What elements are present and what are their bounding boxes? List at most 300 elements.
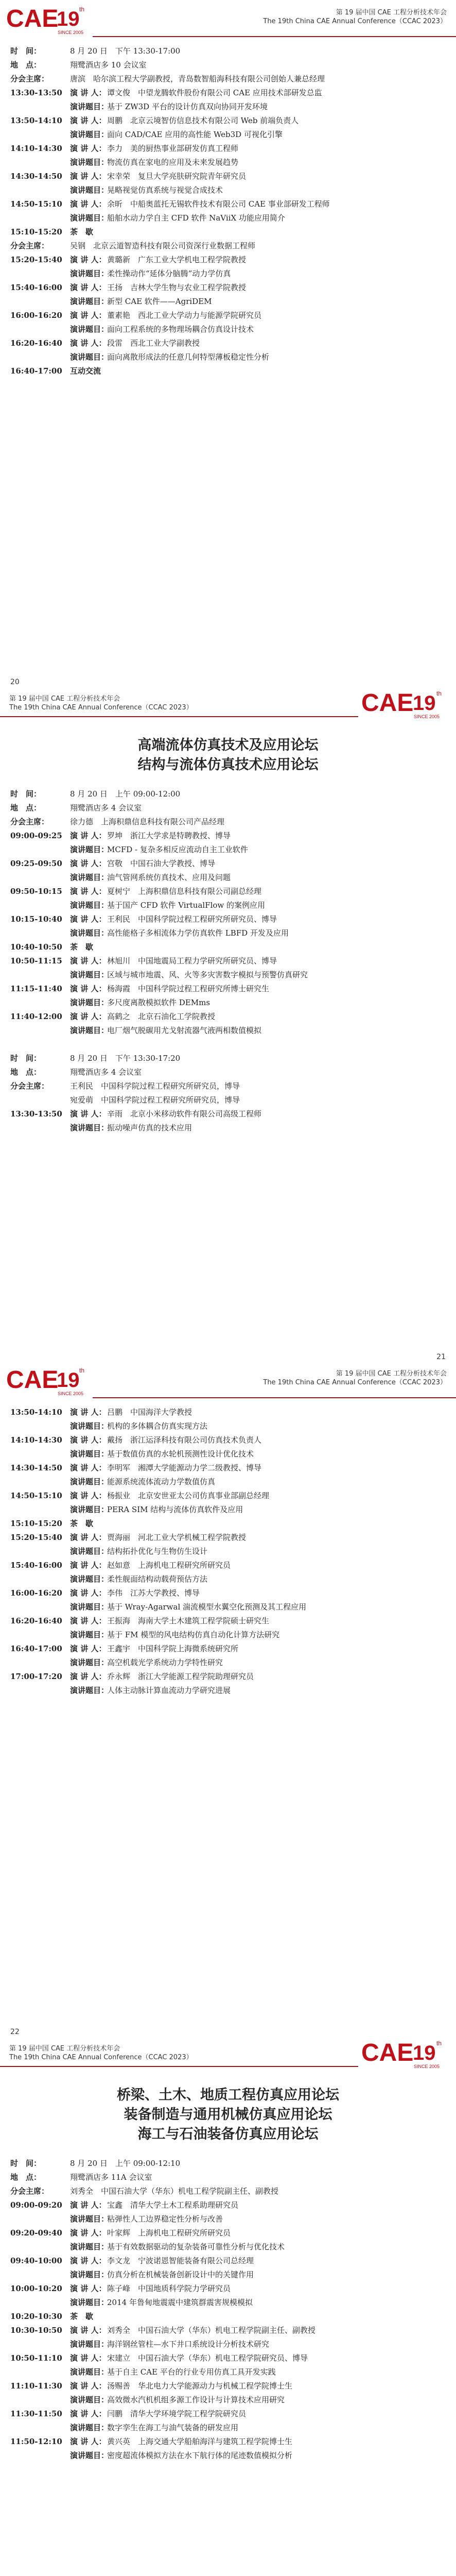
row-value: 面向 CAD/CAE 应用的高性能 Web3D 可视化引擎 (107, 130, 283, 139)
row-label: 演讲题目： (70, 1686, 109, 1695)
schedule-meta-row (0, 239, 456, 253)
row-label: 演讲题目： (70, 2214, 109, 2224)
schedule-row (0, 926, 456, 940)
row-label: 演 讲 人： (70, 956, 107, 965)
session-time: 09:40-10:00 (10, 2256, 62, 2265)
row-value: MCFD - 复杂多相反应流动自主工业软件 (107, 845, 248, 854)
session-time: 15:10-15:20 (10, 1519, 62, 1528)
schedule-row (0, 2268, 456, 2282)
schedule-row (0, 996, 456, 1010)
row-value: 夏树宁 上海积鼎信息科技有限公司副总经理 (107, 887, 262, 896)
row-label: 演 讲 人： (70, 1588, 107, 1598)
schedule-row (0, 2254, 456, 2268)
page-number: 20 (10, 678, 20, 686)
schedule-row (0, 225, 456, 239)
meta-value: 8 月 20 日 上午 09:00-12:10 (70, 2159, 181, 2168)
conference-name-cn: 第 19 届中国 CAE 工程分析技术年会 (9, 695, 120, 703)
schedule-row (0, 1628, 456, 1642)
conference-name-cn: 第 19 届中国 CAE 工程分析技术年会 (336, 9, 447, 16)
meta-label: 时 间： (10, 2159, 42, 2168)
row-value: 基于自主 CAE 平台的行业专用仿真工具开发实践 (107, 2367, 276, 2377)
row-value: 面向离散形成法的任意几何特型薄板稳定性分析 (107, 352, 270, 362)
row-label: 演讲题目： (70, 325, 109, 334)
session-time: 15:20-15:40 (10, 1533, 62, 1542)
schedule-row (0, 1531, 456, 1545)
schedule-meta-row (0, 1065, 456, 1079)
row-label: 演讲题目： (70, 2340, 109, 2349)
schedule-row (0, 281, 456, 295)
session-time: 16:00-16:20 (10, 1588, 62, 1598)
session-time: 10:40-10:50 (10, 942, 62, 952)
schedule-meta-row (0, 2171, 456, 2184)
schedule-row (0, 2365, 456, 2379)
row-label: 演 讲 人： (70, 2409, 107, 2418)
row-value: 基于 FM 模型的风电结构仿真自动化计算方法研究 (107, 1630, 280, 1639)
schedule-row (0, 1545, 456, 1558)
session-time: 15:40-16:00 (10, 283, 62, 292)
session-time: 11:10-11:30 (10, 2381, 62, 2391)
schedule-row (0, 2212, 456, 2226)
row-label: 演 讲 人： (70, 2381, 107, 2391)
row-value: 王振海 海南大学土木建筑工程学院硕士研究生 (107, 1616, 270, 1625)
row-value: 柔性操动作“延体分脑腾”动力学仿真 (107, 269, 231, 278)
row-label: 演 讲 人： (70, 1672, 107, 1681)
schedule-row (0, 2449, 456, 2463)
schedule-row (0, 2198, 456, 2212)
row-label: 演讲题目： (70, 2367, 109, 2377)
meta-label: 时 间： (10, 46, 42, 56)
page-header (0, 1361, 456, 1401)
schedule-row (0, 1572, 456, 1586)
row-label: 演讲题目： (70, 845, 109, 854)
meta-value: 唐滨 哈尔滨工程大学副教授，青岛数智船海科技有限公司创始人兼总经理 (70, 74, 325, 83)
schedule-row (0, 857, 456, 871)
schedule-row (0, 2407, 456, 2421)
schedule-row (0, 350, 456, 364)
schedule-row (0, 1121, 456, 1135)
schedule-row (0, 1010, 456, 1024)
row-value: 刘秀全 中国石油大学（华东）机电工程学院副主任、副教授 (107, 2326, 316, 2335)
session-time: 11:30-11:50 (10, 2409, 62, 2418)
row-value: 叶家辉 上海机电工程研究所研究员 (107, 2228, 231, 2238)
cae-19-logo (6, 1364, 89, 1397)
row-value: 油气管网系统仿真技术、应用及问题 (107, 873, 231, 882)
row-value: 贾海丽 河北工业大学机械工程学院教授 (107, 1533, 247, 1542)
session-time: 11:15-11:40 (10, 984, 62, 993)
schedule-row (0, 323, 456, 336)
meta-label: 地 点： (10, 2173, 42, 2182)
forum-titles (0, 2086, 456, 2144)
schedule-row (0, 2421, 456, 2435)
row-value: 2014 年鲁甸地震震中建筑群震害规模模拟 (107, 2298, 253, 2307)
row-value: 新型 CAE 软件——AgriDEM (107, 297, 212, 306)
schedule-row (0, 295, 456, 309)
schedule-row (0, 142, 456, 156)
row-label: 演 讲 人： (70, 2256, 107, 2265)
row-value: 董素艳 西北工业大学动力与能源学院研究员 (107, 311, 262, 320)
schedule-row (0, 899, 456, 912)
row-label: 演讲题目： (70, 998, 109, 1007)
row-label: 演讲题目： (70, 1123, 109, 1132)
row-value: 李力 美的厨热事业部研发仿真工程师 (107, 144, 239, 153)
page-header (0, 2040, 456, 2080)
schedule-row (0, 128, 456, 142)
row-label: 演 讲 人： (70, 859, 107, 868)
conference-name-cn: 第 19 届中国 CAE 工程分析技术年会 (336, 1370, 447, 1378)
row-label: 演 讲 人： (70, 1012, 107, 1021)
row-label: 演 讲 人： (70, 2437, 107, 2446)
session-time: 13:30-13:50 (10, 1109, 62, 1118)
row-label: 演 讲 人： (70, 1435, 107, 1445)
svg-text:CAE: CAE (6, 1366, 59, 1394)
schedule-row (0, 2296, 456, 2310)
row-label: 演讲题目： (70, 1630, 109, 1639)
session-time: 10:00-10:20 (10, 2284, 62, 2293)
schedule-meta-row (0, 2184, 456, 2198)
row-label: 演讲题目： (70, 269, 109, 278)
schedule-list (0, 44, 456, 378)
row-value: 李明军 湘潭大学能源动力学二级教授、博导 (107, 1463, 262, 1472)
session-time: 14:30-14:50 (10, 172, 62, 181)
schedule-meta-row (0, 44, 456, 58)
row-label: 演 讲 人： (70, 831, 107, 840)
row-value: 基于有效数据驱动的复杂装备可靠性分析与优化技术 (107, 2242, 285, 2251)
row-label: 演 讲 人： (70, 144, 107, 153)
meta-label: 地 点： (10, 60, 42, 70)
schedule-row (0, 156, 456, 170)
session-time: 09:00-09:25 (10, 831, 62, 840)
row-value: 机构的多体耦合仿真实现方法 (107, 1421, 208, 1431)
row-value: 多尺度离散模拟软件 DEMms (107, 998, 211, 1007)
session-time: 13:50-14:10 (10, 116, 62, 125)
svg-text:SINCE 2005: SINCE 2005 (414, 2064, 440, 2069)
schedule-row (0, 885, 456, 899)
schedule-row (0, 364, 456, 378)
schedule-row (0, 114, 456, 128)
row-label: 演 讲 人： (70, 1463, 107, 1472)
session-time: 13:30-13:50 (10, 88, 62, 97)
schedule-row (0, 336, 456, 350)
meta-label: 分会主席： (10, 817, 49, 826)
conference-name-cn: 第 19 届中国 CAE 工程分析技术年会 (9, 2045, 120, 2053)
schedule-row (0, 1503, 456, 1517)
forum-title: 桥梁、土木、地质工程仿真应用论坛 (117, 2087, 339, 2103)
schedule-row (0, 2337, 456, 2351)
session-time: 14:30-14:50 (10, 1463, 62, 1472)
program-page-3 (0, 1350, 456, 2025)
session-time: 10:30-10:50 (10, 2326, 62, 2335)
row-label: 演 讲 人： (70, 2228, 107, 2238)
session-time: 10:15-10:40 (10, 914, 62, 924)
row-label: 演讲题目： (70, 352, 109, 362)
session-time: 16:20-16:40 (10, 338, 62, 348)
schedule-row (0, 1107, 456, 1121)
schedule-row (0, 1433, 456, 1447)
row-value: 段雷 西北工业大学副教授 (107, 338, 200, 348)
row-value: 杨振业 北京安世亚太公司仿真事业部副总经理 (107, 1491, 270, 1500)
row-label: 演讲题目： (70, 102, 109, 111)
page-header (0, 690, 456, 731)
row-label: 演 讲 人： (70, 199, 107, 209)
schedule-row (0, 2310, 456, 2324)
row-value: 物流仿真在家电的应用及未来发展趋势 (107, 158, 239, 167)
row-label: 演讲题目： (70, 1602, 109, 1612)
row-label: 演 讲 人： (70, 984, 107, 993)
meta-value: 翔鹭酒店多 4 会议室 (70, 803, 142, 812)
schedule-row (0, 86, 456, 100)
page-number: 21 (436, 1353, 446, 1361)
row-value: 谭文俊 中望龙腾软件股份有限公司 CAE 应用技术部研发总监 (107, 88, 322, 97)
schedule-row (0, 1475, 456, 1489)
forum-title: 高端流体仿真技术及应用论坛 (137, 737, 319, 753)
row-value: 戴扬 浙江运泽科技有限公司仿真技术负责人 (107, 1435, 262, 1445)
row-label: 互动交流 (70, 366, 101, 376)
schedule-row (0, 1614, 456, 1628)
schedule-meta-row (0, 1052, 456, 1065)
svg-text:SINCE 2005: SINCE 2005 (414, 714, 440, 719)
row-value: 电厂烟气脱碳用尤戈射流器气液两相数值模拟 (107, 1026, 262, 1035)
schedule-row (0, 1405, 456, 1419)
schedule-row (0, 267, 456, 281)
schedule-row (0, 1642, 456, 1656)
meta-value: 吴钢 北京云道智造科技有限公司资深行业数据工程师 (70, 241, 256, 250)
row-label: 演讲题目： (70, 970, 109, 979)
session-time: 11:40-12:00 (10, 1012, 62, 1021)
session-time: 09:00-09:20 (10, 2200, 62, 2210)
schedule-meta-row (0, 1093, 456, 1107)
session-time: 10:20-10:30 (10, 2312, 62, 2321)
session-time: 16:40-17:00 (10, 1644, 62, 1653)
row-label: 演讲题目： (70, 873, 109, 882)
meta-label: 时 间： (10, 789, 42, 799)
row-label: 演 讲 人： (70, 116, 107, 125)
row-label: 演讲题目： (70, 2423, 109, 2432)
row-label: 演 讲 人： (70, 1408, 107, 1417)
row-value: 高空机载光学系统动力学特性研究 (107, 1658, 223, 1667)
meta-value: 宛爱萌 中国科学院过程工程研究所研究员，博导 (70, 1095, 240, 1105)
schedule-list (0, 1405, 456, 1698)
schedule-row (0, 1024, 456, 1038)
schedule-row (0, 1517, 456, 1531)
schedule-row (0, 1419, 456, 1433)
row-label: 演 讲 人： (70, 2353, 107, 2363)
page-number: 22 (10, 2028, 20, 2036)
schedule-row (0, 100, 456, 114)
row-label: 演 讲 人： (70, 1491, 107, 1500)
schedule-row (0, 2379, 456, 2393)
svg-text:19: 19 (57, 1369, 80, 1392)
row-label: 演 讲 人： (70, 311, 107, 320)
schedule-row (0, 170, 456, 183)
row-value: 晃略视觉仿真系统与视觉合成技术 (107, 185, 223, 195)
svg-text:th: th (79, 1367, 85, 1374)
schedule-row (0, 2240, 456, 2254)
row-label: 演 讲 人： (70, 338, 107, 348)
schedule-meta-row (0, 787, 456, 801)
row-label: 演 讲 人： (70, 2284, 107, 2293)
meta-value: 徐力德 上海积鼎信息科技有限公司产品经理 (70, 817, 225, 826)
row-value: 区域与城市地震、风、火等多灾害数字模拟与预警仿真研究 (107, 970, 308, 979)
row-label: 演讲题目： (70, 901, 109, 910)
row-label: 演 讲 人： (70, 1533, 107, 1542)
row-label: 茶 歇 (70, 942, 94, 952)
row-value: 高效微水汽机机组多源工作设计与计算技术应用研究 (107, 2395, 285, 2404)
schedule-meta-row (0, 1079, 456, 1093)
schedule-row (0, 1684, 456, 1698)
schedule-row (0, 2324, 456, 2337)
row-label: 演 讲 人： (70, 1109, 107, 1118)
forum-titles (0, 736, 456, 775)
row-value: PERA SIM 结构与流体仿真软件及应用 (107, 1505, 243, 1514)
row-value: 黄璐新 广东工业大学机电工程学院教授 (107, 255, 247, 264)
row-value: 基于国产 CFD 软件 VirtualFlow 的案例应用 (107, 901, 266, 910)
conference-name-en: The 19th China CAE Annual Conference（CCAC 2023） (9, 2054, 193, 2061)
schedule-row (0, 968, 456, 982)
header-conference-text (263, 8, 447, 26)
row-value: 宫敬 中国石油大学教授、博导 (107, 859, 216, 868)
row-label: 演 讲 人： (70, 2200, 107, 2210)
page-header (0, 0, 456, 40)
schedule-row (0, 197, 456, 211)
row-label: 演讲题目： (70, 1449, 109, 1459)
session-time: 09:25-09:50 (10, 859, 62, 868)
row-label: 演 讲 人： (70, 255, 107, 264)
row-value: 人体主动脉计算血流动力学研究进展 (107, 1686, 231, 1695)
schedule-row (0, 2351, 456, 2365)
svg-text:th: th (79, 6, 85, 13)
row-label: 演 讲 人： (70, 914, 107, 924)
meta-label: 地 点： (10, 803, 42, 812)
meta-value: 8 月 20 日 下午 13:30-17:00 (70, 46, 181, 56)
session-time: 14:50-15:10 (10, 1491, 62, 1500)
row-label: 演讲题目： (70, 1477, 109, 1486)
row-value: 密度超流体模拟方法在水下航行体的尾迹数值模拟分析 (107, 2451, 293, 2460)
row-value: 船舶水动力学自主 CFD 软件 NaViiX 功能应用简介 (107, 213, 285, 223)
svg-text:19: 19 (413, 2042, 436, 2064)
forum-title: 结构与流体仿真技术应用论坛 (137, 757, 319, 773)
schedule-row (0, 871, 456, 885)
meta-label: 分会主席： (10, 241, 49, 250)
row-value: 宝鑫 清华大学土木工程系助理研究员 (107, 2200, 239, 2210)
row-value: 柔性舰面结构动载荷预估方法 (107, 1574, 208, 1584)
row-label: 演 讲 人： (70, 172, 107, 181)
schedule-list (0, 787, 456, 1135)
row-value: 黄兴英 上海交通大学船舶海洋与建筑工程学院博士生 (107, 2437, 293, 2446)
session-time: 14:10-14:30 (10, 144, 62, 153)
session-time: 16:20-16:40 (10, 1616, 62, 1625)
schedule-row (0, 940, 456, 954)
schedule-meta-row (0, 72, 456, 86)
meta-value: 8 月 20 日 上午 09:00-12:00 (70, 789, 181, 799)
session-time: 09:20-09:40 (10, 2228, 62, 2238)
row-label: 演讲题目： (70, 2395, 109, 2404)
session-time: 16:00-16:20 (10, 311, 62, 320)
session-time: 10:50-11:10 (10, 2353, 62, 2363)
row-value: 振动噪声仿真的技术应用 (107, 1123, 192, 1132)
row-label: 演讲题目： (70, 1026, 109, 1035)
schedule-row (0, 211, 456, 225)
session-time: 14:50-15:10 (10, 199, 62, 209)
row-value: 汤赐善 华北电力大学能源动力与机械工程学院博士生 (107, 2381, 293, 2391)
row-label: 演讲题目： (70, 130, 109, 139)
header-rule (93, 1397, 456, 1398)
svg-text:SINCE 2005: SINCE 2005 (58, 30, 84, 35)
row-label: 演 讲 人： (70, 283, 107, 292)
conference-name-en: The 19th China CAE Annual Conference（CCAC 2023） (263, 1379, 447, 1386)
row-label: 茶 歇 (70, 1519, 94, 1528)
row-value: 吕鹏 中国海洋大学教授 (107, 1408, 192, 1417)
schedule-meta-row (0, 801, 456, 815)
program-page-2 (0, 675, 456, 1350)
row-label: 演讲题目： (70, 2298, 109, 2307)
header-rule (0, 716, 358, 717)
header-rule (0, 2066, 358, 2067)
row-value: 王鑫宇 中国科学院上海微系统研究所 (107, 1644, 239, 1653)
schedule-row (0, 829, 456, 843)
svg-text:th: th (436, 690, 442, 697)
svg-text:SINCE 2005: SINCE 2005 (58, 1391, 84, 1396)
svg-text:19: 19 (57, 8, 80, 30)
schedule-row (0, 309, 456, 323)
row-label: 演讲题目： (70, 297, 109, 306)
schedule-row (0, 1656, 456, 1670)
schedule-row (0, 253, 456, 267)
schedule-row (0, 2282, 456, 2296)
row-value: 高性能格子多相流体力学仿真软件 LBFD 开发及应用 (107, 928, 289, 938)
svg-text:th: th (436, 2040, 442, 2047)
schedule-row (0, 843, 456, 857)
session-time: 10:50-11:15 (10, 956, 62, 965)
schedule-row (0, 1600, 456, 1614)
row-value: 基于 Wray-Agarwal 湍流模型水翼空化预测及其工程应用 (107, 1602, 307, 1612)
schedule-list (0, 2157, 456, 2463)
row-label: 演 讲 人： (70, 88, 107, 97)
row-value: 林旭川 中国地震局工程力学研究所研究员、博导 (107, 956, 277, 965)
conference-name-en: The 19th China CAE Annual Conference（CCAC 2023） (9, 704, 193, 711)
row-value: 余昕 中船奥蓝托无锡软件技术有限公司 CAE 事业部研发工程师 (107, 199, 330, 209)
schedule-row (0, 1558, 456, 1572)
row-label: 演 讲 人： (70, 2326, 107, 2335)
schedule-row (0, 912, 456, 926)
row-value: 海洋钢丝管柱—水下井口系统设计分析技术研究 (107, 2340, 270, 2349)
row-value: 李文龙 宁波诺恩智能装备有限公司总经理 (107, 2256, 254, 2265)
program-page-4 (0, 2025, 456, 2576)
row-label: 演讲题目： (70, 1547, 109, 1556)
row-value: 粘弹性人工边界稳定性分析与改善 (107, 2214, 223, 2224)
session-time: 17:00-17:20 (10, 1672, 62, 1681)
meta-value: 翔鹭酒店多 4 会议室 (70, 1067, 142, 1077)
schedule-row (0, 1461, 456, 1475)
meta-label: 分会主席： (10, 1081, 49, 1091)
row-label: 演讲题目： (70, 1574, 109, 1584)
meta-label: 分会主席： (10, 74, 49, 83)
row-value: 闫鹏 清华大学环境学院工程学院研究员 (107, 2409, 247, 2418)
row-value: 基于数值仿真的水轮机预测性设计优化技术 (107, 1449, 254, 1459)
schedule-row (0, 2393, 456, 2407)
row-value: 赵如意 上海机电工程研究所研究员 (107, 1561, 231, 1570)
meta-value: 王利民 中国科学院过程工程研究所研究员，博导 (70, 1081, 240, 1091)
row-value: 李伟 江苏大学教授、博导 (107, 1588, 200, 1598)
row-value: 乔永辉 浙江大学能源工程学院助理研究员 (107, 1672, 254, 1681)
cae-19-logo (6, 3, 89, 36)
row-value: 能源系统流体流动力学数值仿真 (107, 1477, 216, 1486)
row-value: 宋建立 中国石油大学（华东）机电工程学院研究员、博导 (107, 2353, 308, 2363)
row-value: 王利民 中国科学院过程工程研究所研究员、博导 (107, 914, 277, 924)
row-value: 辛雨 北京小米移动软件有限公司高级工程师 (107, 1109, 262, 1118)
header-conference-text (263, 1369, 447, 1387)
row-label: 演 讲 人： (70, 1616, 107, 1625)
row-value: 宋幸荣 复旦大学亮肤研究院青年研究员 (107, 172, 247, 181)
